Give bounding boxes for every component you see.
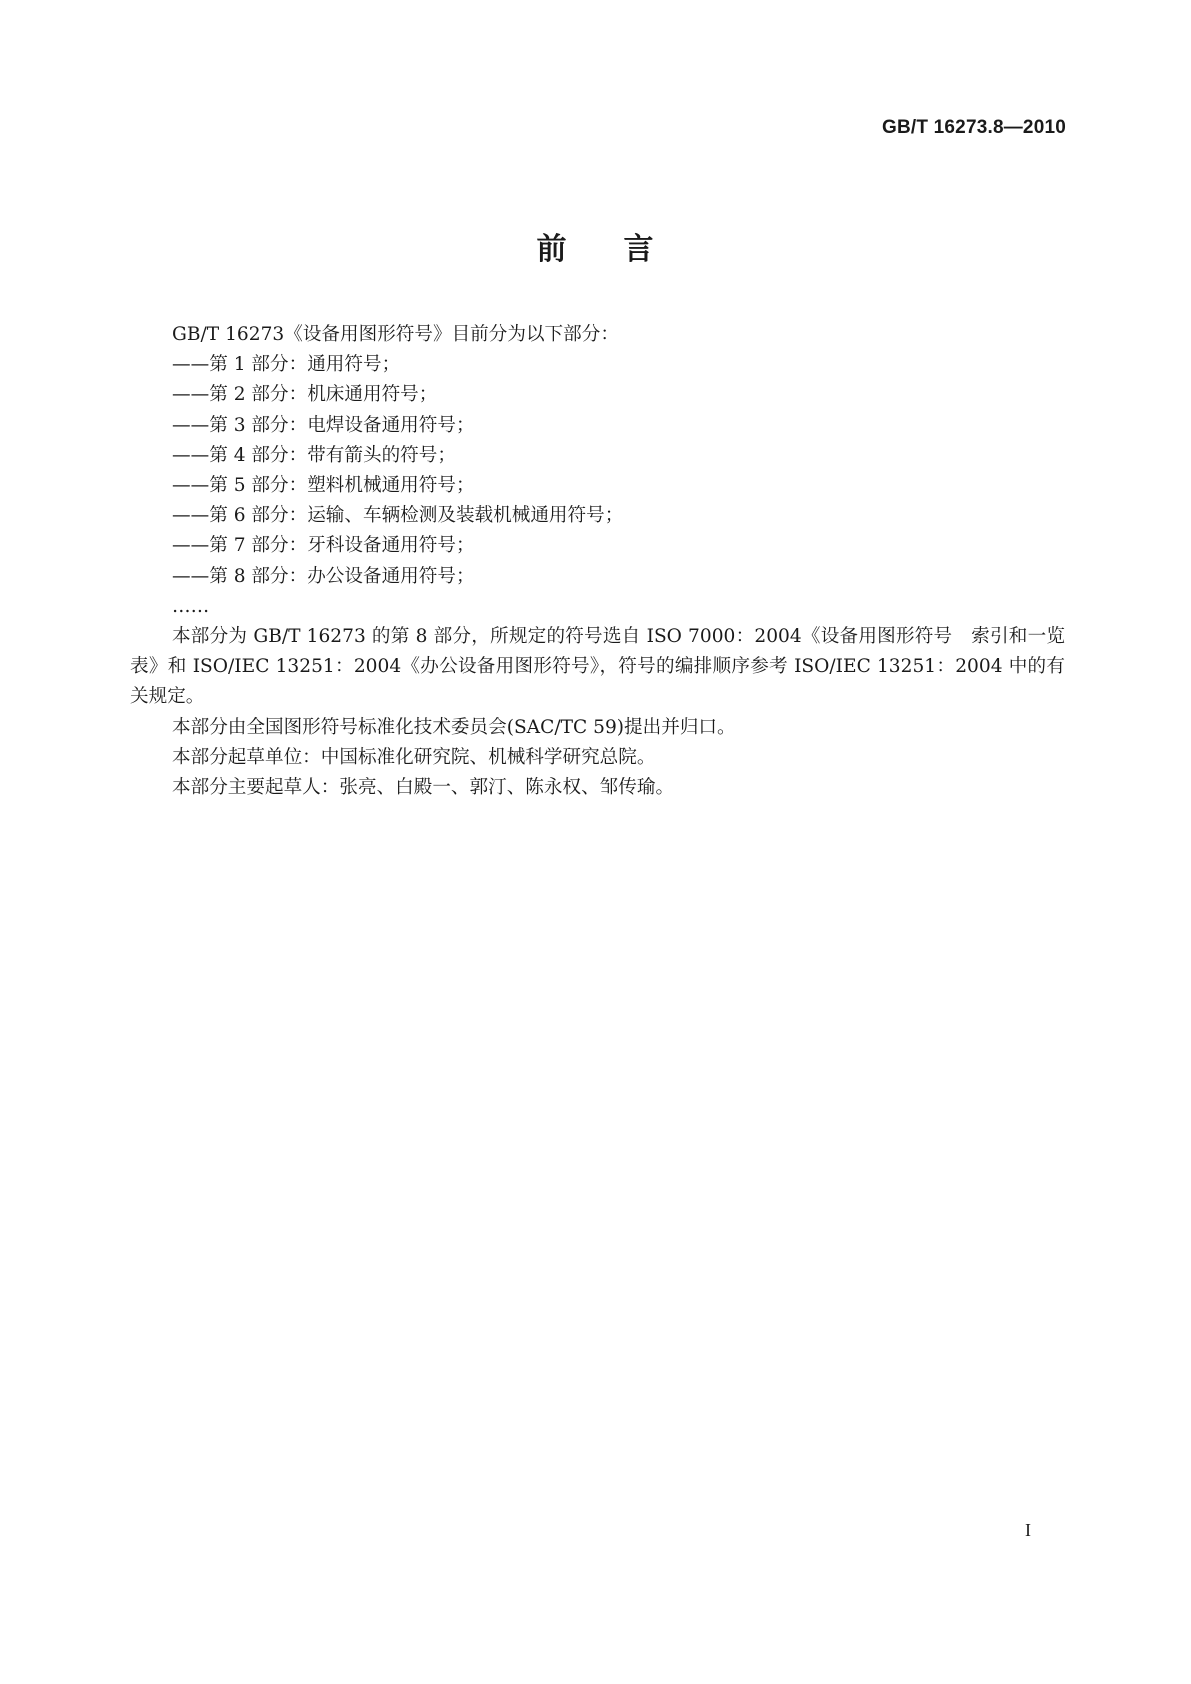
- intro-paragraph: GB/T 16273《设备用图形符号》目前分为以下部分：: [172, 324, 619, 345]
- list-item: ——第 2 部分：机床通用符号；: [172, 384, 438, 406]
- foreword-body: [130, 320, 1065, 803]
- list-item: ——第 3 部分：电焊设备通用符号；: [172, 414, 475, 436]
- proposer-paragraph: 本部分由全国图形符号标准化技术委员会(SAC/TC 59)提出并归口。: [172, 716, 736, 738]
- drafters-paragraph: 本部分主要起草人：张亮、白殿一、郭汀、陈永权、邹传瑜。: [172, 777, 675, 799]
- scope-paragraph: 本部分为 GB/T 16273 的第 8 部分，所规定的符号选自 ISO 7000：2004《设备用图形符号 索引和一览表》和 ISO/IEC 13251：2004《办公设备用图形符号》，符号的编排顺序参考 ISO/IEC 13251：2004 中的有关规定。: [130, 626, 1065, 708]
- list-item: ——第 6 部分：运输、车辆检测及装载机械通用符号；: [172, 505, 624, 527]
- list-item: ——第 5 部分：塑料机械通用符号；: [172, 475, 475, 497]
- list-ellipsis: ……: [172, 595, 210, 617]
- list-item: ——第 4 部分：带有箭头的符号；: [172, 444, 456, 466]
- list-item: ——第 1 部分：通用符号；: [172, 354, 401, 376]
- page-title: [0, 224, 1191, 268]
- standard-code: GB/T 16273.8—2010: [881, 117, 1066, 138]
- list-item: ——第 8 部分：办公设备通用符号；: [172, 565, 475, 587]
- title-char-1: 前: [536, 232, 568, 267]
- list-item: ——第 7 部分：牙科设备通用符号；: [172, 535, 475, 557]
- title-char-2: 言: [623, 232, 655, 267]
- drafting-units-paragraph: 本部分起草单位：中国标准化研究院、机械科学研究总院。: [172, 746, 656, 768]
- page-number: I: [1025, 1520, 1031, 1540]
